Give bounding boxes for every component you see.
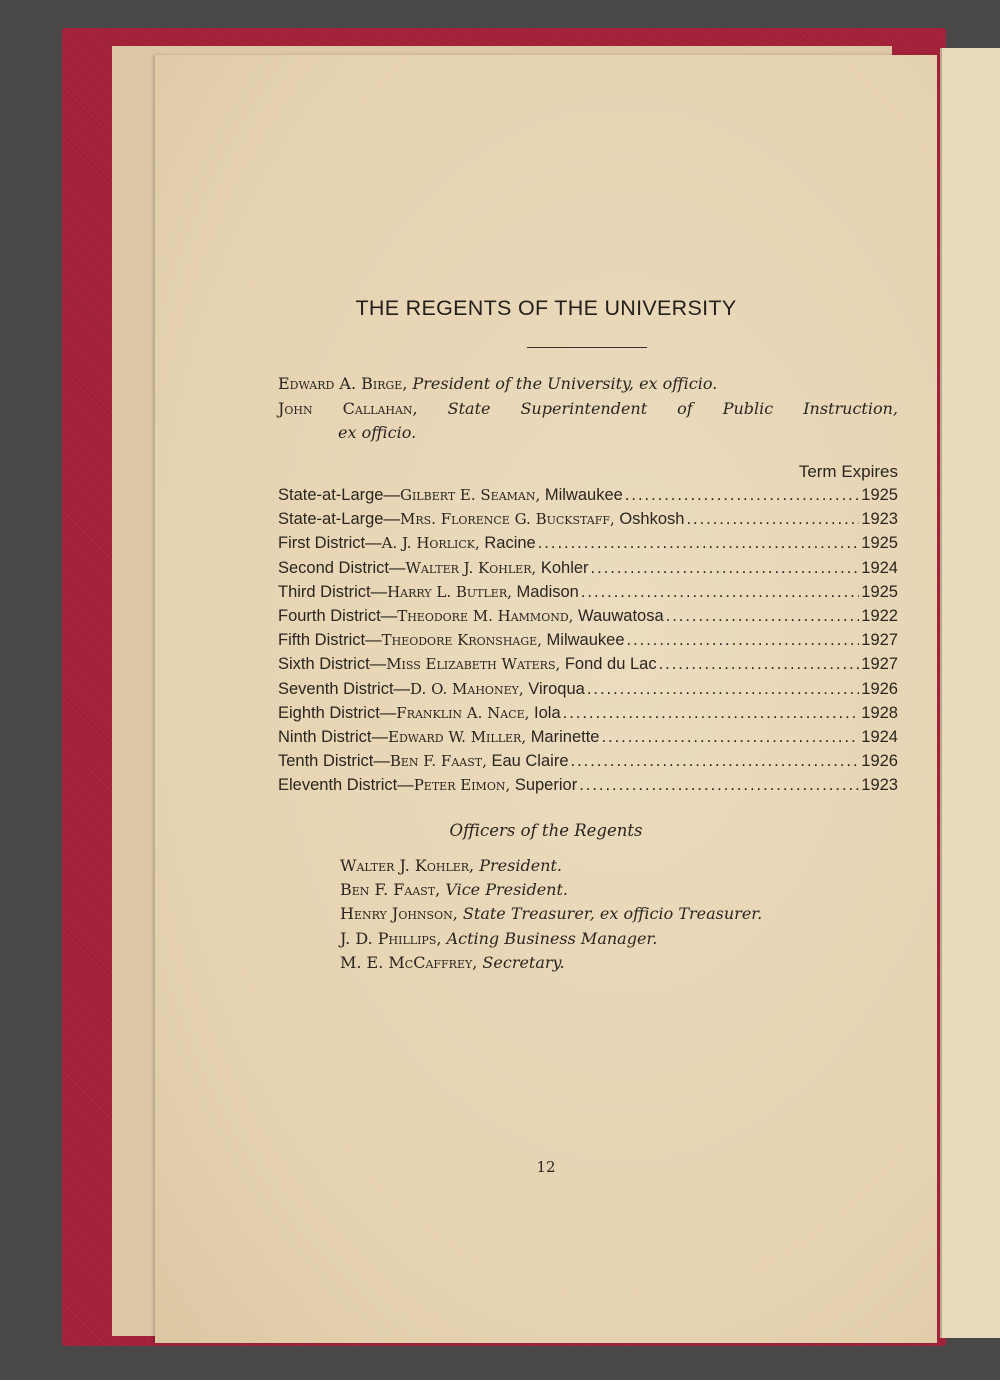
regent-row: Fourth District—Theodore M. Hammond, Wauwatosa . . . 1922 bbox=[278, 607, 898, 631]
officer-row: Ben F. Faast, Vice President. bbox=[340, 880, 568, 900]
term-year: 1924 bbox=[861, 558, 898, 577]
regent-row: Eleventh District—Peter Eimon, Superior . . . 1923 bbox=[278, 776, 898, 800]
officer-row: Walter J. Kohler, President. bbox=[340, 856, 562, 875]
regent-row: Second District—Walter J. Kohler, Kohler . . . 1924 bbox=[278, 559, 898, 583]
regent-row: Third District—Harry L. Butler, Madison . . . 1925 bbox=[278, 583, 898, 607]
regents-list bbox=[278, 486, 898, 800]
leader-dots bbox=[625, 486, 859, 505]
term-year: 1925 bbox=[861, 534, 898, 553]
officers-heading: Officers of the Regents bbox=[449, 821, 643, 840]
leader-dots bbox=[581, 583, 859, 602]
regent-row: First District—A. J. Horlick, Racine . . . 1925 bbox=[278, 534, 898, 558]
leader-dots bbox=[571, 752, 860, 771]
term-year: 1925 bbox=[861, 582, 898, 601]
officers-list bbox=[340, 856, 762, 977]
adjacent-page-edge bbox=[940, 48, 1000, 1338]
ex-officio-callahan bbox=[278, 397, 898, 420]
leader-dots bbox=[538, 534, 860, 553]
ex-officio-birge bbox=[278, 372, 898, 395]
leader-dots bbox=[579, 776, 859, 795]
term-expires-header: Term Expires bbox=[798, 462, 898, 481]
term-year: 1924 bbox=[861, 727, 898, 746]
term-year: 1926 bbox=[861, 679, 898, 698]
regent-row: Sixth District—Miss Elizabeth Waters, Fond du Lac . . . 1927 bbox=[278, 655, 898, 679]
regent-row: State-at-Large—Gilbert E. Seaman, Milwaukee . . . 1925 bbox=[278, 486, 898, 510]
regent-name: Edward A. Birge, bbox=[278, 374, 408, 393]
term-year: 1925 bbox=[861, 486, 898, 504]
regent-role: State Superintendent of Public Instruction, bbox=[447, 399, 898, 418]
term-year: 1923 bbox=[861, 776, 898, 795]
regent-row: Tenth District—Ben F. Faast, Eau Claire . . . 1926 bbox=[278, 752, 898, 776]
officer-row: Henry Johnson, State Treasurer, ex officio Treasurer. bbox=[340, 904, 763, 924]
page-title: THE REGENTS OF THE UNIVERSITY bbox=[355, 296, 737, 320]
regent-role: President of the University, ex officio. bbox=[412, 374, 718, 393]
leader-dots bbox=[591, 559, 860, 578]
ex-officio-continuation: ex officio. bbox=[338, 423, 417, 442]
leader-dots bbox=[563, 704, 860, 723]
leader-dots bbox=[601, 728, 859, 747]
officer-row: M. E. McCaffrey, Secretary. bbox=[340, 952, 565, 972]
regent-row: Seventh District—D. O. Mahoney, Viroqua . . . 1926 bbox=[278, 680, 898, 704]
term-year: 1927 bbox=[861, 631, 898, 650]
leader-dots bbox=[659, 655, 860, 674]
regent-row: Ninth District—Edward W. Miller, Marinette . . . 1924 bbox=[278, 728, 898, 752]
page-number: 12 bbox=[536, 1158, 556, 1176]
term-year: 1927 bbox=[861, 655, 898, 674]
term-year: 1926 bbox=[861, 752, 898, 771]
regent-row: State-at-Large—Mrs. Florence G. Buckstaff, Oshkosh . . . 1923 bbox=[278, 510, 898, 534]
regent-name: John Callahan, bbox=[278, 399, 418, 418]
term-year: 1928 bbox=[861, 703, 898, 722]
title-rule bbox=[527, 347, 647, 348]
officer-row: J. D. Phillips, Acting Business Manager. bbox=[340, 928, 658, 948]
term-year: 1922 bbox=[861, 606, 898, 625]
term-year: 1923 bbox=[861, 510, 898, 529]
leader-dots bbox=[587, 680, 859, 699]
leader-dots bbox=[666, 607, 860, 626]
leader-dots bbox=[627, 631, 860, 650]
regent-row: Fifth District—Theodore Kronshage, Milwaukee . . . 1927 bbox=[278, 631, 898, 655]
leader-dots bbox=[686, 510, 859, 529]
regent-row: Eighth District—Franklin A. Nace, Iola . . . 1928 bbox=[278, 704, 898, 728]
